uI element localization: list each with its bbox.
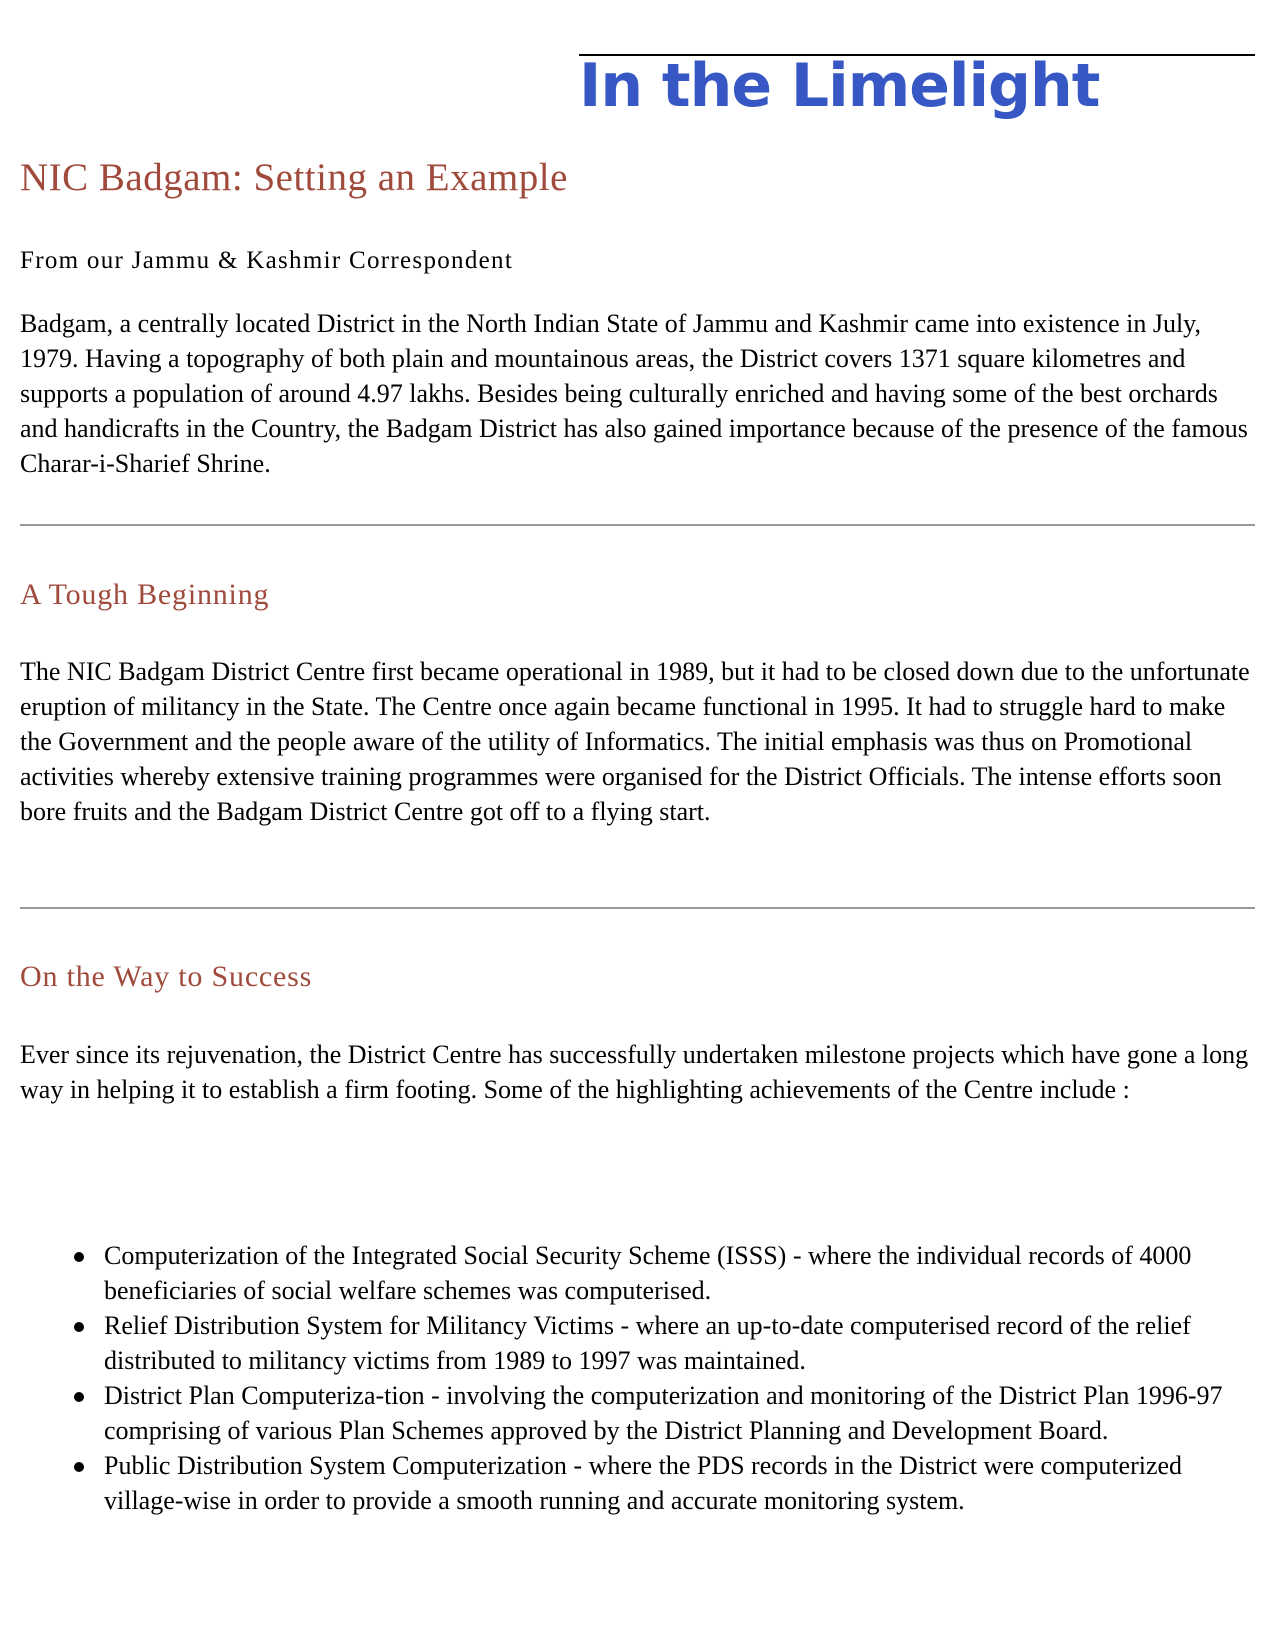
article-headline: NIC Badgam: Setting an Example bbox=[20, 156, 568, 199]
list-item-text: Public Distribution System Computerization - where the PDS records in the District were computerized village-wise in order to provide a smooth running and accurate monitoring system. bbox=[104, 1451, 1183, 1515]
list-item-text: District Plan Computeriza-tion - involving the computerization and monitoring of the District Plan 1996-97 comprising of various Plan Schemes approved by the District Planning and Development Board. bbox=[104, 1381, 1223, 1445]
bullet-icon bbox=[74, 1252, 84, 1262]
section-heading-tough-beginning: A Tough Beginning bbox=[20, 578, 270, 611]
bullet-icon bbox=[74, 1322, 84, 1332]
bullet-icon bbox=[74, 1462, 84, 1472]
list-item bbox=[20, 1238, 1260, 1308]
list-item bbox=[20, 1448, 1260, 1518]
list-item bbox=[20, 1378, 1260, 1448]
article-byline: From our Jammu & Kashmir Correspondent bbox=[20, 247, 514, 274]
way-to-success-paragraph: Ever since its rejuvenation, the District Centre has successfully undertaken milestone projects which have gone a long way in helping it to establish a firm footing. Some of the highlighting achievements of the Centre include : bbox=[20, 1040, 1249, 1104]
list-item-text: Relief Distribution System for Militancy Victims - where an up-to-date computerised record of the relief distributed to militancy victims from 1989 to 1997 was maintained. bbox=[104, 1311, 1191, 1375]
section-divider bbox=[20, 524, 1255, 526]
section-divider bbox=[20, 907, 1255, 909]
bullet-icon bbox=[74, 1392, 84, 1402]
achievements-list bbox=[20, 1238, 1260, 1518]
list-item bbox=[20, 1308, 1260, 1378]
section-heading-way-to-success: On the Way to Success bbox=[20, 960, 313, 993]
masthead-title: In the Limelight bbox=[579, 51, 1100, 121]
tough-beginning-paragraph: The NIC Badgam District Centre first became operational in 1989, but it had to be closed down due to the unfortunate eruption of militancy in the State. The Centre once again became functional in 1995. It had to struggle hard to make the Government and the people aware of the utility of Informatics. The initial emphasis was thus on Promotional activities whereby extensive training programmes were organised for the District Officials. The intense efforts soon bore fruits and the Badgam District Centre got off to a flying start. bbox=[20, 657, 1250, 826]
intro-paragraph: Badgam, a centrally located District in the North Indian State of Jammu and Kashmir came into existence in July, 1979. Having a topography of both plain and mountainous areas, the District covers 1371 square kilometres and supports a population of around 4.97 lakhs. Besides being culturally enriched and having some of the best orchards and handicrafts in the Country, the Badgam District has also gained importance because of the presence of the famous Charar-i-Sharief Shrine. bbox=[20, 309, 1248, 478]
list-item-text: Computerization of the Integrated Social Security Scheme (ISSS) - where the individual records of 4000 beneficiaries of social welfare schemes was computerised. bbox=[104, 1241, 1192, 1305]
